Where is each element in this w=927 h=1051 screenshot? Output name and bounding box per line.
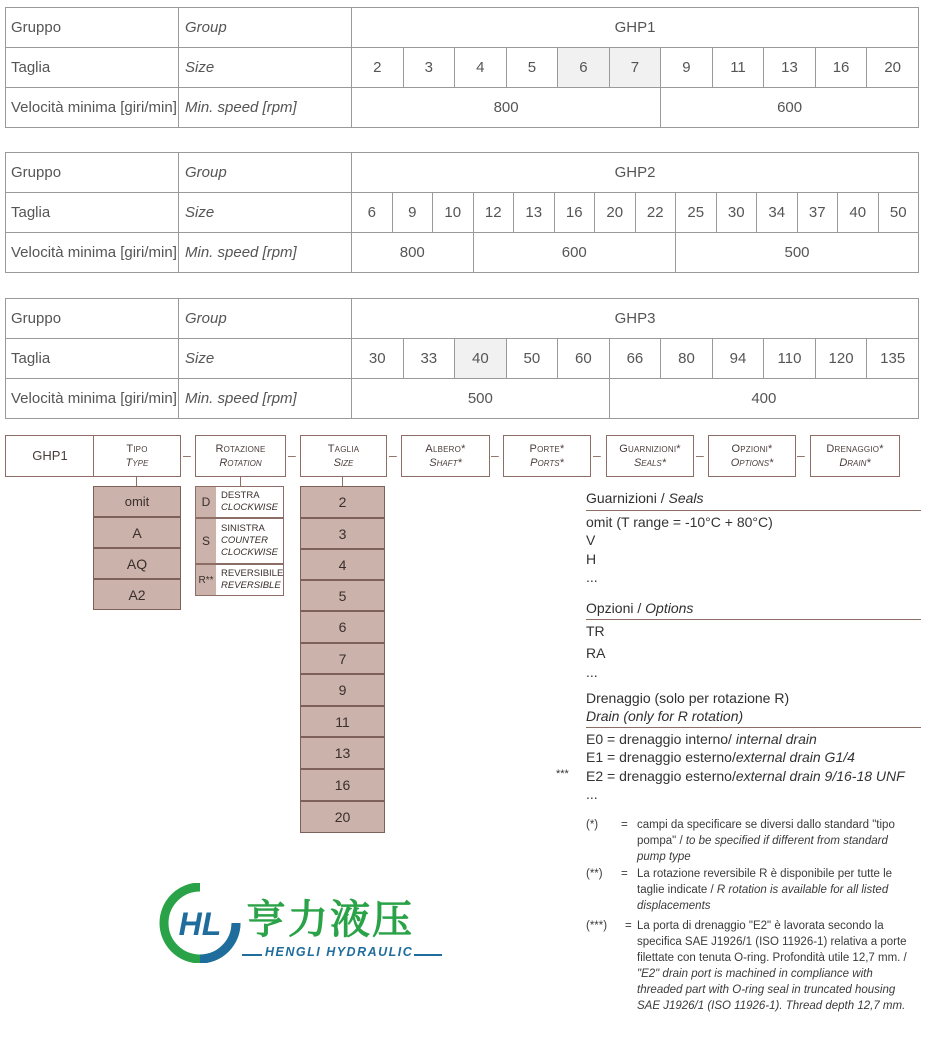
code-box-size (300, 435, 387, 477)
rotation-option-counter-clockwise (195, 518, 284, 564)
code-box-label-en: Type (125, 457, 149, 469)
size-cell: 9 (392, 193, 433, 233)
gruppo-label: Gruppo (6, 299, 179, 339)
hengli-logo-icon (155, 883, 245, 963)
table-row-size (6, 339, 919, 379)
size-cell: 37 (797, 193, 838, 233)
drain-en: external drain G1/4 (735, 749, 855, 765)
speed-cell: 800 (352, 88, 661, 128)
size-cell: 6 (352, 193, 393, 233)
speed-label-it: Velocità minima [giri/min] (6, 233, 179, 273)
code-box-seals (606, 435, 694, 477)
code-dash: – (797, 447, 805, 463)
note-it: La rotazione reversibile R è disponibile per tutte le taglie indicate / (637, 868, 893, 896)
rotation-it: REVERSIBILE (221, 568, 284, 579)
type-option: A (93, 517, 181, 548)
size-label: Size (179, 193, 352, 233)
code-box-label-it: Guarnizioni* (619, 443, 681, 455)
ghp3-spec-table (5, 298, 919, 419)
speed-label-it: Velocità minima [giri/min] (6, 379, 179, 419)
size-cell: 6 (558, 48, 610, 88)
table-row-size (6, 193, 919, 233)
size-cell: 4 (455, 48, 507, 88)
size-label: Size (179, 339, 352, 379)
code-box-label-it: Tipo (126, 443, 148, 455)
size-cell: 20 (867, 48, 919, 88)
table-row-speed (6, 88, 919, 128)
size-cell: 120 (815, 339, 867, 379)
drain-heading-en: Drain (only for R rotation) (586, 708, 744, 724)
code-box-drain (810, 435, 900, 477)
heading-en: Seals (668, 490, 704, 506)
option-item: RA (586, 645, 606, 661)
code-dash: – (288, 447, 296, 463)
code-box-rotation (195, 435, 286, 477)
speed-cell: 400 (609, 379, 918, 419)
note-en: R rotation is available for all listed displacements (637, 884, 889, 912)
seal-item: omit (T range = -10°C + 80°C) (586, 514, 773, 530)
drain-item (586, 731, 817, 747)
note-it: La porta di drenaggio "E2" è lavorata secondo la specifica SAE J1926/1 (ISO 11926-1) relativa a porte filettate con tenuta O-ring. Profondità utile 12,7 mm. / (637, 920, 907, 964)
model-code: GHP1 (32, 448, 68, 463)
taglia-label: Taglia (6, 193, 179, 233)
heading-en: Options (645, 600, 694, 616)
rotation-key: D (196, 487, 216, 517)
note-eq: = (625, 920, 632, 932)
speed-cell: 800 (352, 233, 474, 273)
code-box-label-en: Shaft* (429, 457, 462, 469)
size-cell: 7 (609, 48, 661, 88)
size-option: 11 (300, 706, 385, 737)
size-cell: 16 (815, 48, 867, 88)
size-cell: 80 (661, 339, 713, 379)
size-label: Size (179, 48, 352, 88)
drain-it: E2 = drenaggio esterno/ (586, 768, 736, 784)
gruppo-label: Gruppo (6, 8, 179, 48)
size-cell: 34 (757, 193, 798, 233)
ghp1-spec-table (5, 7, 919, 128)
speed-cell: 500 (352, 379, 610, 419)
note-en: "E2" drain port is machined in compliance with threaded part with O-ring seal in truncated housing SAE J1926/1 (ISO 11926-1). Thread depth 12,7 mm. (637, 968, 906, 1012)
logo-rule (414, 954, 442, 956)
rotation-key: S (196, 519, 216, 563)
speed-cell: 600 (473, 233, 676, 273)
divider (586, 727, 921, 728)
code-box-label-en: Rotation (219, 457, 262, 469)
speed-cell: 500 (676, 233, 919, 273)
size-cell: 135 (867, 339, 919, 379)
divider (586, 619, 921, 620)
logo-rule (242, 954, 262, 956)
option-item: TR (586, 623, 605, 639)
code-dash: – (183, 447, 191, 463)
group-label: Group (179, 153, 352, 193)
option-item: ... (586, 664, 598, 680)
note-eq: = (621, 868, 628, 880)
note-eq: = (621, 819, 628, 831)
gruppo-label: Gruppo (6, 153, 179, 193)
heading-it: Opzioni / (586, 600, 646, 616)
type-option: omit (93, 486, 181, 517)
drain-it: E1 = drenaggio esterno/ (586, 749, 736, 765)
rotation-en: CLOCKWISE (221, 547, 279, 558)
options-heading (586, 600, 693, 616)
table-row-group (6, 8, 919, 48)
size-option: 5 (300, 580, 385, 611)
seal-item: H (586, 551, 597, 567)
size-cell: 30 (716, 193, 757, 233)
rotation-en: REVERSIBLE (221, 580, 281, 591)
size-option: 3 (300, 518, 385, 549)
size-cell: 50 (878, 193, 919, 233)
size-cell: 2 (352, 48, 404, 88)
type-option: AQ (93, 548, 181, 579)
size-cell: 40 (455, 339, 507, 379)
ghp2-spec-table (5, 152, 919, 273)
code-box-label-en: Ports* (530, 457, 564, 469)
seals-heading (586, 490, 704, 506)
divider (586, 510, 921, 511)
rotation-it: SINISTRA (221, 523, 265, 534)
note-mark: (**) (586, 868, 603, 880)
size-cell: 50 (506, 339, 558, 379)
logo-mark: HL (178, 906, 222, 942)
speed-cell: 600 (661, 88, 919, 128)
size-option: 6 (300, 611, 385, 643)
drain-heading-it: Drenaggio (solo per rotazione R) (586, 690, 790, 706)
code-box-ports (503, 435, 591, 477)
taglia-label: Taglia (6, 339, 179, 379)
rotation-option-clockwise (195, 486, 284, 518)
note-text (637, 817, 909, 865)
note-text (637, 918, 911, 1014)
size-option: 7 (300, 643, 385, 674)
size-cell: 10 (433, 193, 474, 233)
code-box-label-en: Size (333, 457, 354, 469)
size-option: 13 (300, 737, 385, 769)
size-cell: 13 (764, 48, 816, 88)
size-option: 20 (300, 801, 385, 833)
drain-item (586, 768, 905, 784)
code-box-label-it: Porte* (529, 443, 565, 455)
code-box-label-en: Drain* (839, 457, 871, 469)
code-box-label-en: Options* (730, 457, 774, 469)
code-box-label-it: Taglia (327, 443, 360, 455)
size-cell: 13 (514, 193, 555, 233)
logo-chinese-text: 亨力液压 (246, 897, 414, 943)
drain-item (586, 749, 855, 765)
size-cell: 9 (661, 48, 713, 88)
group-value: GHP3 (352, 299, 919, 339)
size-cell: 5 (506, 48, 558, 88)
table-row-speed (6, 233, 919, 273)
speed-label-en: Min. speed [rpm] (179, 233, 352, 273)
size-option: 4 (300, 549, 385, 580)
table-row-speed (6, 379, 919, 419)
note-text (637, 866, 909, 914)
heading-it: Guarnizioni / (586, 490, 669, 506)
connector-line (136, 476, 137, 486)
note-it: campi da specificare se diversi dallo standard "tipo pompa" / (637, 819, 895, 847)
speed-label-en: Min. speed [rpm] (179, 379, 352, 419)
code-dash: – (593, 447, 601, 463)
drain-item: ... (586, 786, 598, 802)
code-box-label-it: Opzioni* (731, 443, 773, 455)
size-cell: 66 (609, 339, 661, 379)
speed-label-it: Velocità minima [giri/min] (6, 88, 179, 128)
logo-english-text: HENGLI HYDRAULIC (265, 945, 414, 959)
code-box-label-it: Drenaggio* (826, 443, 884, 455)
size-cell: 30 (352, 339, 404, 379)
code-box-label-en: Seals* (633, 457, 667, 469)
size-cell: 3 (403, 48, 455, 88)
seal-item: ... (586, 569, 598, 585)
drain-en: external drain 9/16-18 UNF (735, 768, 905, 784)
size-cell: 94 (712, 339, 764, 379)
connector-line (342, 476, 343, 486)
size-cell: 33 (403, 339, 455, 379)
drain-it: E0 = drenaggio interno/ (586, 731, 736, 747)
code-dash: – (491, 447, 499, 463)
code-dash: – (389, 447, 397, 463)
size-option: 2 (300, 486, 385, 518)
size-cell: 20 (595, 193, 636, 233)
rotation-key: R** (196, 565, 216, 595)
type-option: A2 (93, 579, 181, 610)
size-cell: 25 (676, 193, 717, 233)
size-option: 9 (300, 674, 385, 706)
taglia-label: Taglia (6, 48, 179, 88)
size-cell: 12 (473, 193, 514, 233)
code-box-label-it: Albero* (425, 443, 466, 455)
code-box-label-it: Rotazione (215, 443, 266, 455)
size-cell: 11 (712, 48, 764, 88)
rotation-it: DESTRA (221, 490, 260, 501)
size-cell: 110 (764, 339, 816, 379)
model-code-box (5, 435, 95, 477)
code-box-type (93, 435, 181, 477)
code-box-options (708, 435, 796, 477)
table-row-group (6, 299, 919, 339)
code-box-shaft (401, 435, 490, 477)
drain-mark: *** (556, 768, 569, 780)
group-label: Group (179, 299, 352, 339)
table-row-size (6, 48, 919, 88)
size-option: 16 (300, 769, 385, 801)
code-dash: – (696, 447, 704, 463)
size-cell: 22 (635, 193, 676, 233)
note-mark: (***) (586, 920, 608, 932)
size-cell: 16 (554, 193, 595, 233)
table-row-group (6, 153, 919, 193)
group-value: GHP1 (352, 8, 919, 48)
seal-item: V (586, 532, 596, 548)
drain-en: internal drain (735, 731, 817, 747)
size-cell: 40 (838, 193, 879, 233)
connector-line (240, 476, 241, 486)
rotation-en: COUNTER (221, 535, 268, 546)
note-mark: (*) (586, 819, 599, 831)
note-en: to be specified if different from standard pump type (637, 835, 888, 863)
group-label: Group (179, 8, 352, 48)
speed-label-en: Min. speed [rpm] (179, 88, 352, 128)
rotation-option-reversible (195, 564, 284, 596)
size-cell: 60 (558, 339, 610, 379)
group-value: GHP2 (352, 153, 919, 193)
rotation-en: CLOCKWISE (221, 502, 279, 513)
